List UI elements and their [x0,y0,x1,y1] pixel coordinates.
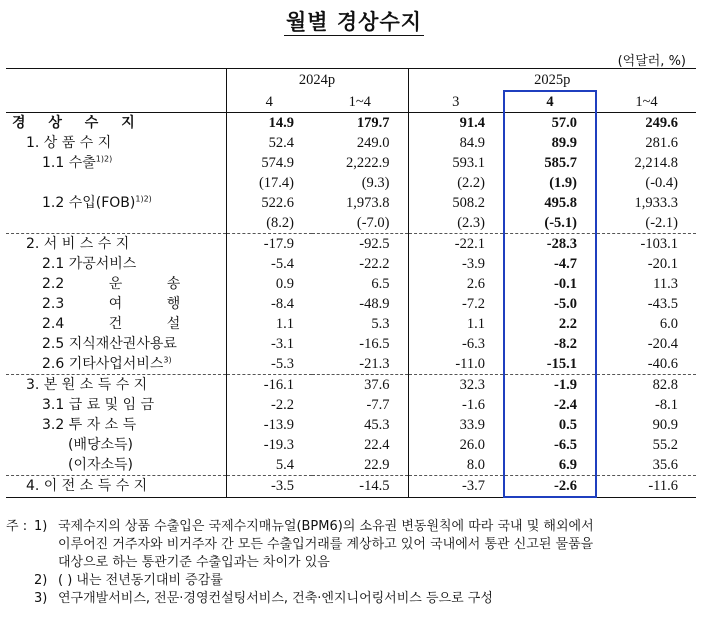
col-header: 1~4 [312,91,408,113]
col-header-highlighted: 4 [504,91,596,113]
cell-value: 6.9 [504,455,596,476]
cell-value: -4.7 [504,254,596,274]
cell-value: -1.6 [408,395,504,415]
cell-value: 179.7 [312,113,408,134]
cell-value: 593.1 [408,153,504,173]
cell-value: -5.3 [226,354,312,375]
cell-value: -15.1 [504,354,596,375]
note-number: 1) [34,519,48,534]
cell-value: 281.6 [645,135,678,151]
cell-value: -2.4 [504,395,596,415]
cell-value: (2.3) [408,213,504,234]
cell-value: 89.9 [504,133,596,153]
table-row [6,415,696,435]
cell-value: (1.9) [504,173,596,193]
cell-value: -13.9 [226,415,312,435]
cell-value: 0.9 [226,274,312,294]
row-label: 1.1 수출$^{1)2)}$ [42,154,113,171]
year-2025-header: 2025p [408,69,696,92]
cell-value: -103.1 [596,234,696,255]
table-row [6,234,696,255]
cell-value: 91.4 [408,113,504,134]
row-label: 2.6 기타사업서비스$^{3)}$ [42,355,172,372]
cell-value: (17.4) [226,173,312,193]
cell-value: (-5.1) [504,213,596,234]
cell-value: 1.1 [408,314,504,334]
table-row [6,133,696,153]
note-2: ( ) 내는 전년동기대비 증감률 [58,573,223,588]
cell-value: -11.6 [596,476,696,498]
cell-value: 84.9 [408,133,504,153]
table-row [6,314,696,334]
cell-value: -5.4 [226,254,312,274]
footnote-marker: 1)2) [135,194,152,204]
footnotes [6,518,700,608]
note-1-line-2: 이루어진 거주자와 비거주자 간 모든 수출입거래를 계상하고 있어 국내에서 통관 신고된 물품을 [58,537,594,552]
cell-value: 249.6 [596,113,696,134]
cell-value: -19.3 [226,435,312,455]
table-row [6,173,696,193]
row-label: 3.2 투 자 소 득 [42,417,137,433]
note-3: 연구개발서비스, 전문·경영컨설팅서비스, 건축·엔지니어링서비스 등으로 구성 [58,591,493,606]
cell-value: -92.5 [312,234,408,255]
row-label [6,173,226,193]
cell-value: (-7.0) [356,215,390,231]
cell-value: 0.5 [504,415,596,435]
cell-value: 26.0 [408,435,504,455]
cell-value: -40.6 [647,356,678,372]
cell-value: 55.2 [652,437,678,453]
cell-value: (-2.1) [645,215,678,231]
cell-value: -8.1 [655,397,678,413]
cell-value: (9.3) [361,175,390,191]
cell-value: -6.5 [504,435,596,455]
month-header-row [6,91,696,113]
table-row [6,294,696,314]
cell-value: 1,933.3 [634,195,678,211]
row-label: 2. 서 비 스 수 지 [6,234,226,255]
col-header: 1~4 [596,91,696,113]
row-label [6,213,226,234]
footnote-marker: 3) [163,355,172,365]
cell-value: -20.4 [647,336,678,352]
row-label: 2.3 여 행 [42,296,181,312]
cell-value: 14.9 [226,113,312,134]
row-label: 2.2 운 송 [42,276,181,292]
table-row [6,274,696,294]
cell-value: 574.9 [226,153,312,173]
cell-value: 522.6 [226,193,312,213]
cell-value: (-0.4) [645,175,678,191]
cell-value: 57.0 [504,113,596,134]
cell-value: 33.9 [408,415,504,435]
cell-value: 32.3 [408,375,504,396]
cell-value: -14.5 [312,476,408,498]
cell-value: 22.9 [364,457,390,473]
cell-value: 5.4 [226,455,312,476]
cell-value: -21.3 [359,356,390,372]
cell-value: 11.3 [653,276,678,292]
cell-value: -22.1 [408,234,504,255]
cell-value: -16.5 [359,336,390,352]
cell-value: 2.6 [408,274,504,294]
cell-value: -6.3 [408,334,504,354]
cell-value: -16.1 [226,375,312,396]
row-label: 3.1 급 료 및 임 금 [42,397,155,413]
note-1-line-3: 대상으로 하는 통관기준 수출입과는 차이가 있음 [58,555,330,570]
row-label: 2.5 지식재산권사용료 [42,336,177,352]
cell-value: 1.1 [226,314,312,334]
cell-value: -3.7 [408,476,504,498]
cell-value: 37.6 [312,375,408,396]
year-2024-header: 2024p [226,69,408,92]
note-number: 3) [34,591,48,606]
cell-value: -3.5 [226,476,312,498]
row-label: 1. 상 품 수 지 [26,135,112,151]
cell-value: -8.2 [504,334,596,354]
table-row [6,334,696,354]
notes-lead: 주 : [6,519,28,534]
row-label: 3. 본 원 소 득 수 지 [6,375,226,396]
table-row [6,254,696,274]
cell-value: 52.4 [226,133,312,153]
cell-value: -28.3 [504,234,596,255]
table-row [6,213,696,234]
cell-value: -0.1 [504,274,596,294]
table-row [6,455,696,476]
cell-value: 5.3 [371,316,390,332]
cell-value: 90.9 [652,417,678,433]
cell-value: -20.1 [647,256,678,272]
cell-value: 45.3 [364,417,390,433]
cell-value: -22.2 [359,256,390,272]
cell-value: -7.7 [366,397,390,413]
cell-value: -1.9 [504,375,596,396]
col-header: 3 [408,91,504,113]
row-label: 2.1 가공서비스 [42,256,137,272]
footnote-marker: 1)2) [95,154,113,164]
current-account-table [6,68,696,498]
cell-value: 1,973.8 [346,195,390,211]
cell-value: -2.6 [504,476,596,498]
cell-value: 6.0 [659,316,678,332]
cell-value: (8.2) [226,213,312,234]
row-label: (이자소득) [68,457,134,473]
row-label: 4. 이 전 소 득 수 지 [6,476,226,498]
cell-value: -3.1 [226,334,312,354]
year-header-row [6,69,696,92]
cell-value: 2,214.8 [634,155,678,171]
table-row [6,113,696,134]
table-row [6,375,696,396]
cell-value: 2,222.9 [346,155,390,171]
cell-value: -48.9 [359,296,390,312]
cell-value: 8.0 [408,455,504,476]
cell-value: 6.5 [371,276,390,292]
col-header: 4 [226,91,312,113]
row-label: (배당소득) [68,437,134,453]
cell-value: 82.8 [596,375,696,396]
row-label: 1.2 수입(FOB)$^{1)2)}$ [42,194,152,211]
row-label: 2.4 건 설 [42,316,181,332]
cell-value: -7.2 [408,294,504,314]
cell-value: (2.2) [408,173,504,193]
row-label: 경 상 수 지 [6,113,226,134]
cell-value: 22.4 [364,437,390,453]
table-row [6,153,696,173]
cell-value: -5.0 [504,294,596,314]
cell-value: 2.2 [504,314,596,334]
note-1-line-1: 국제수지의 상품 수출입은 국제수지매뉴얼(BPM6)의 소유권 변동원칙에 따라 국내 및 해외에서 [58,519,594,534]
table-row [6,476,696,498]
cell-value: 495.8 [504,193,596,213]
cell-value: -11.0 [408,354,504,375]
cell-value: -43.5 [647,296,678,312]
table-row [6,435,696,455]
cell-value: -3.9 [408,254,504,274]
cell-value: 35.6 [652,457,678,473]
page-title: 월별 경상수지 [285,10,423,34]
cell-value: 585.7 [504,153,596,173]
cell-value: 249.0 [356,135,390,151]
table-row [6,193,696,213]
unit-label: (억달러, %) [617,54,686,69]
cell-value: 508.2 [408,193,504,213]
note-number: 2) [34,573,48,588]
cell-value: -17.9 [226,234,312,255]
cell-value: -2.2 [226,395,312,415]
table-row [6,354,696,375]
table-row [6,395,696,415]
cell-value: -8.4 [226,294,312,314]
